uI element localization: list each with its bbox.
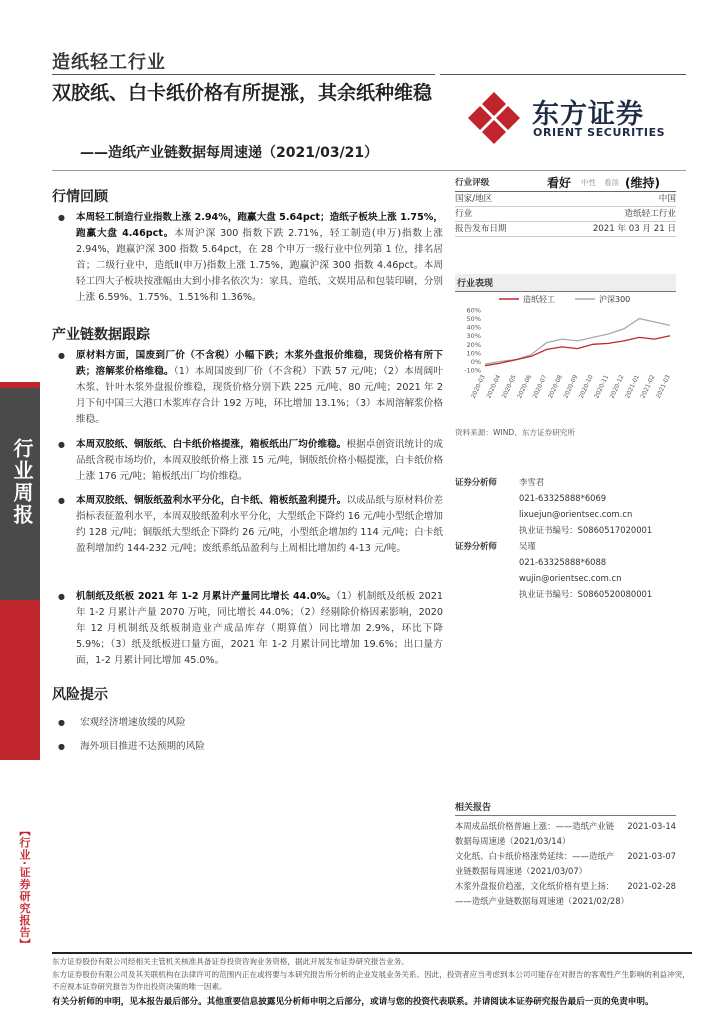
x-tick-label: 2020-11 — [593, 373, 611, 400]
logo-text-en: ORIENT SECURITIES — [533, 126, 666, 139]
industry-label: 造纸轻工行业 — [52, 52, 166, 73]
chain-item — [58, 348, 443, 428]
bullet-icon: ● — [58, 496, 65, 505]
analyst-role: 证券分析师 — [455, 541, 497, 551]
y-tick-label: 0% — [470, 357, 481, 366]
chain-item-body: 以成品纸与原材料价差指标表征盈利水平，本周双胶纸盈利水平分化，大型纸企下降约 16 元/吨小型纸企增加约 128 元/吨；铜版纸大型纸企下降约 26 元/吨，小型纸企增加约 114 元/吨；白卡纸盈利增加约 144-232 元/吨；废纸系纸品盈利与上周相比增加约 4-13 元/吨。 — [76, 495, 443, 554]
market-review-text — [76, 210, 443, 306]
x-tick-label: 2020-07 — [531, 373, 549, 400]
x-tick-label: 2021-03 — [654, 373, 672, 400]
analyst-email[interactable]: lixuejun@orientsec.com.cn — [519, 509, 633, 519]
chart-source: 资料来源：WIND、东方证券研究所 — [455, 428, 575, 437]
related-date: 2021-03-07 — [627, 851, 676, 861]
footer-disclosure: 东方证券股份有限公司及其关联机构在法律许可的范围内正在或将要与本研究报告所分析的企业发展业务关系。因此，投资者应当考虑到本公司可能存在对报告的客观性产生影响的利益冲突，不应视本证券研究报告为作出投资决策的唯一因素。 — [52, 970, 690, 991]
market-review-highlight: 本周轻工制造行业指数上涨 2.94%，跑赢大盘 5.64pct；造纸子板块上涨 1.75%，跑赢大盘 4.46pct。 — [76, 212, 443, 239]
x-tick-label: 2020-03 — [469, 373, 487, 400]
analyst-role: 证券分析师 — [455, 477, 497, 487]
report-title: 双胶纸、白卡纸价格有所提涨，其余纸种维稳 — [52, 82, 433, 104]
chain-item-body: （1）本周国废到厂价（不含税）下跌 57 元/吨；（2）本周阔叶木浆、针叶木浆外盘报价维稳，现货价格分别下跌 225 元/吨、80 元/吨；2021 年 2 月下旬中国三大港口木浆库存合计 192 万吨，环比增加 13.1%；（3）本周溶解浆价格维稳。 — [76, 366, 443, 425]
analyst-email[interactable]: wujin@orientsec.com.cn — [519, 573, 622, 583]
rating-keep: (维持) — [625, 175, 660, 190]
series-line-industry — [485, 336, 670, 366]
logo-text-cn: 东方证券 — [532, 99, 644, 130]
market-review-body: 本周沪深 300 指数下跌 2.71%，轻工制造(申万)指数上涨 2.94%，跑赢沪深 300 指数 5.64pct，在 28 个申万一级行业中位列第 1 位，排名居首；二级行业中，造纸Ⅱ(申万)指数上涨 1.75%，跑赢沪深 300 指数 4.46pct。本周轻工四大子板块按涨幅由大到小排名依次为：家具、造纸、文娱用品和包装印刷，分别上涨 6.59%、1.75%、1.51%和 1.36%。 — [76, 228, 443, 303]
x-tick-label: 2020-06 — [516, 373, 534, 400]
section-heading-market: 行情回顾 — [52, 189, 108, 205]
market-review-block — [58, 210, 443, 306]
info-value: 2021 年 03 月 21 日 — [592, 224, 676, 234]
related-item[interactable] — [455, 819, 676, 849]
x-tick-label: 2021-02 — [639, 373, 657, 400]
info-key: 报告发布日期 — [455, 224, 507, 234]
rating-bad: 看淡 — [604, 177, 620, 187]
perf-heading: 行业表现 — [455, 274, 676, 292]
chain-item-highlight: 本周双胶纸、铜版纸盈利水平分化，白卡纸、箱板纸盈利提升。 — [76, 495, 347, 506]
related-title: 文化纸、白卡纸价格涨势延续：——造纸产 — [455, 851, 615, 861]
related-item[interactable] — [455, 849, 676, 879]
related-date: 2021-02-28 — [627, 881, 676, 891]
info-value: 中国 — [658, 194, 676, 204]
chain-item — [58, 493, 443, 557]
rating-neutral: 中性 — [581, 177, 597, 187]
analyst-name: 吴瑾 — [519, 541, 536, 551]
divider — [52, 74, 435, 75]
info-row — [455, 222, 676, 237]
legend-label-industry: 造纸轻工 — [523, 295, 555, 304]
x-tick-label: 2020-04 — [485, 373, 503, 400]
rating-label: 行业评级 — [455, 177, 490, 188]
info-value: 造纸轻工行业 — [624, 209, 676, 219]
related-item[interactable] — [455, 879, 676, 909]
chain-item — [58, 589, 443, 669]
bullet-icon: ● — [58, 440, 65, 449]
footer-statement: 有关分析师的申明，见本报告最后部分。其他重要信息披露见分析师申明之后部分，或请与您的投资代表联系。并请阅读本证券研究报告最后一页的免责申明。 — [52, 997, 654, 1007]
bullet-icon: ● — [58, 351, 65, 360]
analyst-name: 李雪君 — [519, 477, 545, 487]
report-subtitle: ——造纸产业链数据每周速递（2021/03/21） — [80, 145, 379, 161]
x-tick-label: 2020-10 — [577, 373, 595, 400]
legend-label-hs300: 沪深300 — [599, 295, 631, 304]
y-tick-label: 60% — [466, 306, 481, 315]
x-tick-label: 2020-05 — [500, 373, 518, 400]
sidebar-title: 行业周报 — [10, 438, 34, 526]
y-tick-label: -10% — [464, 366, 481, 375]
y-tick-label: 40% — [466, 323, 481, 332]
rating-row — [455, 174, 676, 192]
related-title-cont: ——造纸产业链数据每周速递（2021/02/28） — [455, 896, 629, 906]
sidebar-subtitle: 【行业·证券研究报告】 — [18, 825, 31, 951]
footer-license: 东方证券股份有限公司经相关主管机关核准具备证券投资咨询业务资格，据此开展发布证券研究报告业务。 — [52, 957, 409, 966]
analyst-block — [455, 474, 676, 602]
chain-item-highlight: 原材料方面，国废到厂价（不含税）小幅下跌；木浆外盘报价维稳，现货价格有所下跌；溶解浆价格维稳。 — [76, 350, 443, 377]
x-tick-label: 2020-09 — [562, 373, 580, 400]
risk-item — [58, 710, 443, 731]
chain-item-body: （1）机制纸及纸板 2021 年 1-2 月累计产量 2070 万吨，同比增长 44.0%；（2）经剔除价格因素影响，2020 年 12 月机制纸及纸板制造业产成品库存（期算值）同比增加 2.9%，环比下降 5.9%；（3）纸及纸板进口量方面，2021 年 1-2 月累计同比增加 19.6%；出口量方面，1-2 月累计同比增加 45.0%。 — [76, 591, 443, 666]
series-line-hs300 — [485, 319, 670, 364]
rating-panel — [455, 174, 676, 237]
info-row — [455, 207, 676, 222]
industry-performance-chart — [455, 290, 676, 420]
sidebar-band-lower — [0, 600, 40, 760]
footer-divider — [52, 952, 692, 954]
related-title-cont: 数据每周速递（2021/03/14） — [455, 836, 571, 846]
analyst-license: 执业证书编号：S0860520080001 — [519, 589, 653, 599]
bullet-icon: ● — [58, 718, 65, 727]
y-tick-label: 30% — [466, 332, 481, 341]
bullet-icon: ● — [58, 742, 65, 751]
info-key: 行业 — [455, 209, 473, 219]
rating-good: 看好 — [547, 175, 572, 190]
bullet-icon: ● — [58, 213, 65, 222]
risk-item — [58, 734, 443, 755]
analyst-license: 执业证书编号：S0860517020001 — [519, 525, 653, 535]
risk-item-text: 宏观经济增速放缓的风险 — [80, 717, 186, 728]
related-reports — [455, 800, 676, 909]
section-heading-chain: 产业链数据跟踪 — [52, 327, 150, 343]
divider — [440, 74, 686, 75]
orient-logo-icon — [466, 90, 522, 146]
related-title: 本周成品纸价格普遍上涨：——造纸产业链 — [455, 821, 615, 831]
chain-item-body: 根据卓创资讯统计的成品纸含税市场均价，本周双胶纸价格上涨 15 元/吨，铜版纸价格小幅提涨，白卡纸价格上涨 176 元/吨；箱板纸出厂均价维稳。 — [76, 439, 443, 482]
risk-item-text: 海外项目推进不达预期的风险 — [80, 741, 205, 752]
chain-item — [58, 437, 443, 485]
y-tick-label: 20% — [466, 340, 481, 349]
divider — [52, 170, 686, 171]
chain-item-highlight: 机制纸及纸板 2021 年 1-2 月累计产量同比增长 44.0%。 — [76, 591, 337, 602]
x-tick-label: 2020-12 — [608, 373, 626, 400]
x-tick-label: 2021-01 — [624, 373, 641, 400]
section-heading-risk: 风险提示 — [52, 687, 108, 703]
chain-item-highlight: 本周双胶纸、铜版纸、白卡纸价格提涨，箱板纸出厂均价维稳。 — [76, 439, 347, 450]
related-date: 2021-03-14 — [627, 821, 676, 831]
related-title: 木浆外盘报价趋涨，文化纸价格有望上扬： — [455, 881, 615, 891]
related-heading: 相关报告 — [455, 800, 676, 816]
info-key: 国家/地区 — [455, 194, 493, 204]
bullet-icon: ● — [58, 592, 65, 601]
info-row — [455, 192, 676, 207]
x-tick-label: 2020-08 — [546, 373, 564, 400]
y-tick-label: 10% — [466, 349, 481, 358]
analyst-phone: 021-63325888*6069 — [519, 493, 607, 503]
related-title-cont: 业链数据每周速递（2021/03/07） — [455, 866, 588, 876]
analyst-phone: 021-63325888*6088 — [519, 557, 607, 567]
y-tick-label: 50% — [466, 315, 481, 324]
